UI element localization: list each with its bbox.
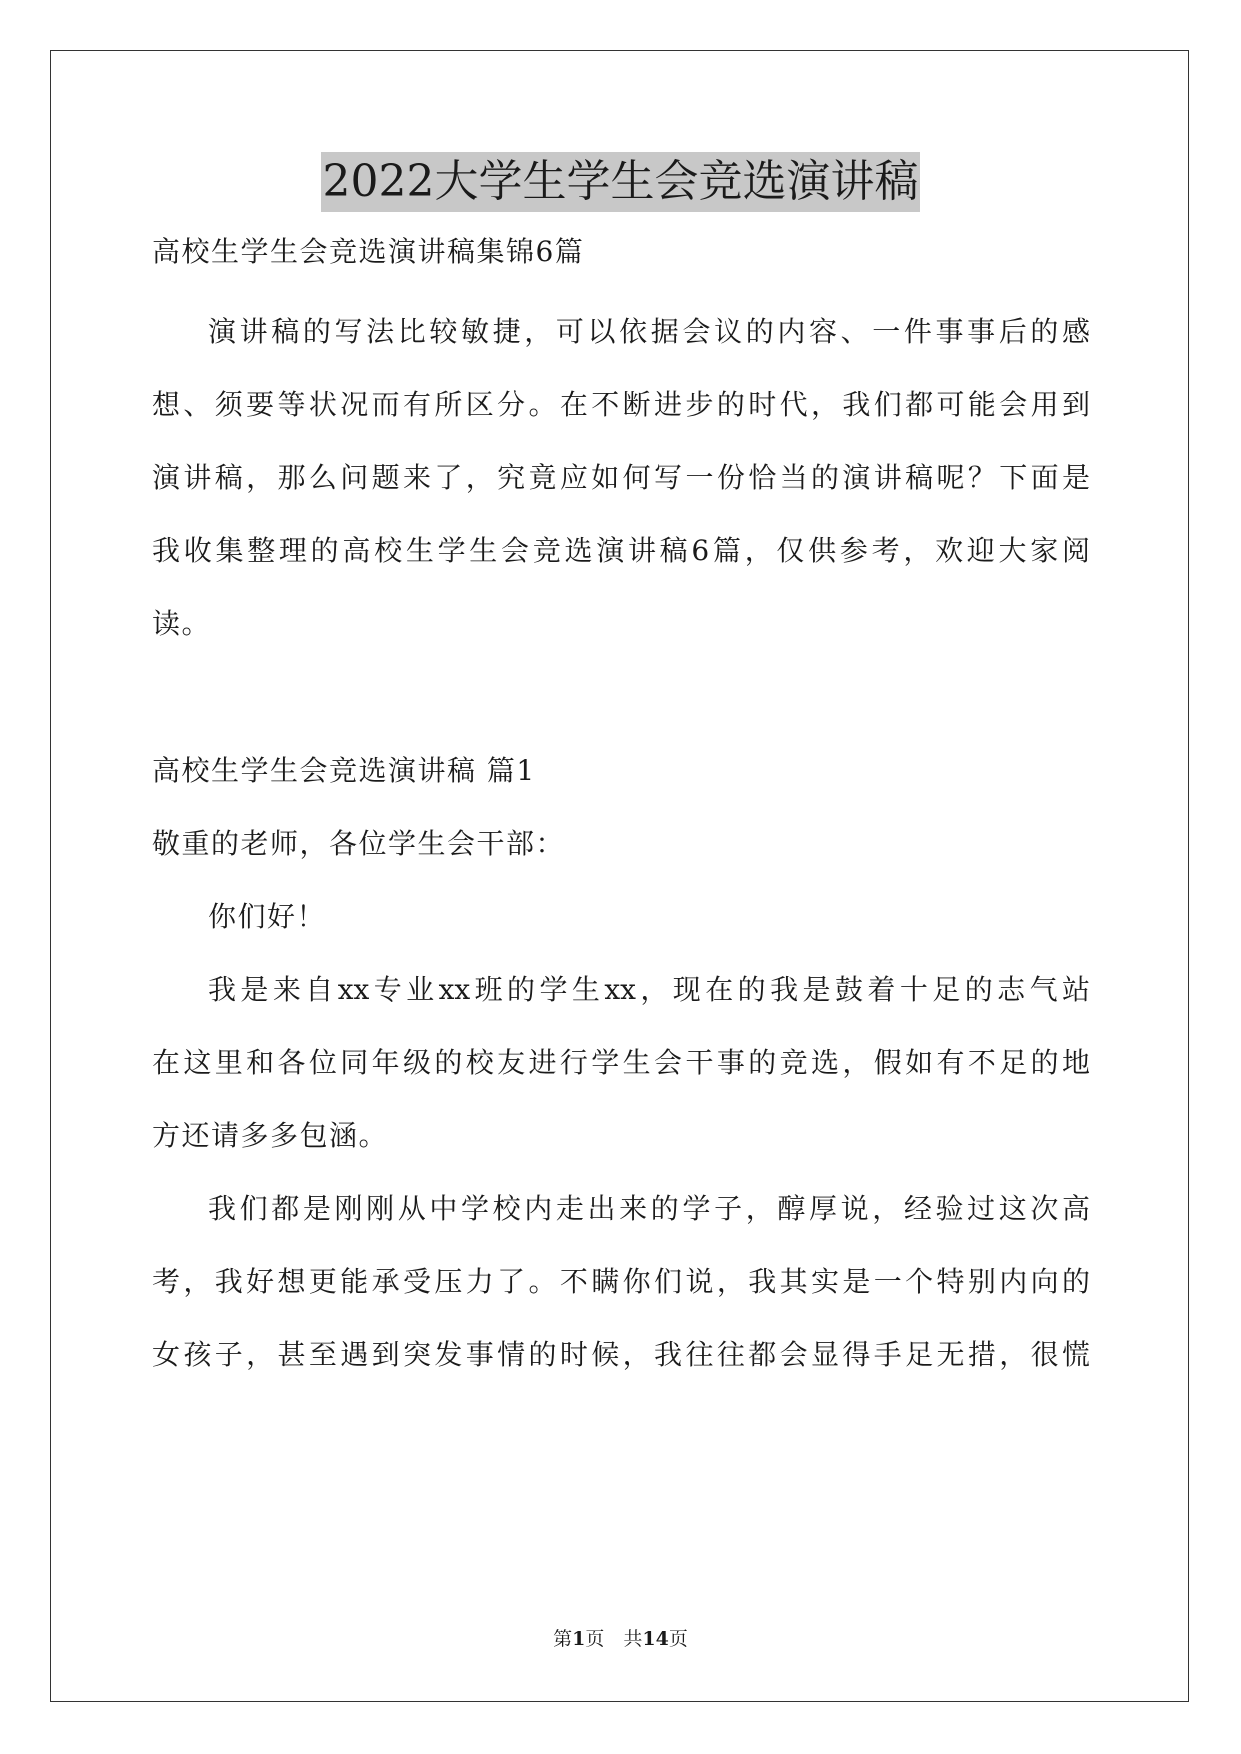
footer-suffix: 页: [668, 1628, 688, 1650]
total-pages-number: 14: [642, 1628, 669, 1650]
paragraph-line: 我收集整理的高校生学生会竞选演讲稿6篇，仅供参考，欢迎大家阅: [152, 534, 1090, 567]
page-border: [50, 50, 1189, 1702]
paragraph-line: 演讲稿的写法比较敏捷，可以依据会议的内容、一件事事后的感: [208, 315, 1090, 348]
page-footer: [0, 1626, 1241, 1652]
title-container: [0, 152, 1241, 212]
paragraph-line: 演讲稿，那么问题来了，究竟应如何写一份恰当的演讲稿呢？下面是: [152, 461, 1090, 494]
paragraph-line: 读。: [152, 607, 212, 640]
section-heading: 高校生学生会竞选演讲稿 篇1: [152, 754, 536, 787]
greeting: 你们好！: [208, 900, 327, 933]
document-title: 2022大学生学生会竞选演讲稿: [321, 152, 921, 212]
paragraph-line: 考，我好想更能承受压力了。不瞒你们说，我其实是一个特别内向的: [152, 1265, 1090, 1298]
footer-mid: 页 共: [585, 1628, 643, 1650]
salutation: 敬重的老师，各位学生会干部：: [152, 827, 566, 860]
paragraph-line: 在这里和各位同年级的校友进行学生会干事的竞选，假如有不足的地: [152, 1046, 1090, 1079]
paragraph-line: 我们都是刚刚从中学校内走出来的学子，醇厚说，经验过这次高: [208, 1192, 1090, 1225]
paragraph-line: 想、须要等状况而有所区分。在不断进步的时代，我们都可能会用到: [152, 388, 1090, 421]
document-subtitle: 高校生学生会竞选演讲稿集锦6篇: [152, 235, 585, 268]
footer-prefix: 第: [553, 1628, 573, 1650]
paragraph-line: 女孩子，甚至遇到突发事情的时候，我往往都会显得手足无措，很慌: [152, 1338, 1090, 1371]
paragraph-line: 方还请多多包涵。: [152, 1119, 389, 1152]
current-page-number: 1: [572, 1628, 586, 1650]
paragraph-line: 我是来自xx专业xx班的学生xx，现在的我是鼓着十足的志气站: [208, 973, 1090, 1006]
